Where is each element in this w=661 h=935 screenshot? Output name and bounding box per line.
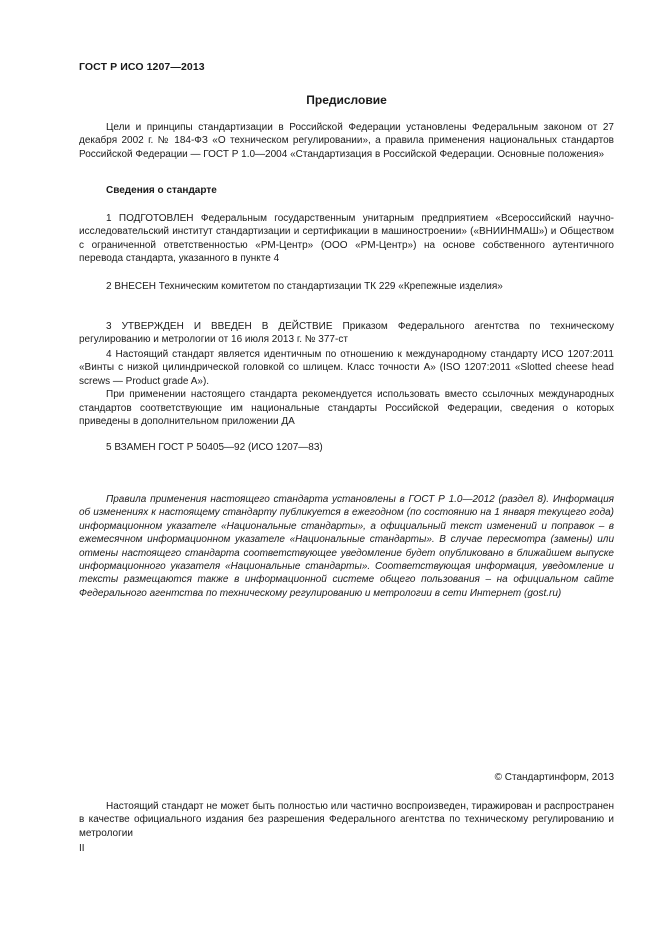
item-4-paragraph: 4 Настоящий стандарт является идентичным по отношению к международному стандарту ИСО 1207:2011 «Винты с низкой цилиндрической головкой со шлицем. Класс точности А» (ISO 1207:2011 «Slotted cheese head screws — Product grade A»). xyxy=(79,349,614,387)
item-1-paragraph: 1 ПОДГОТОВЛЕН Федеральным государственным унитарным предприятием «Всероссийский научно-исследовательский институт стандартизации и сертификации в машиностроении» («ВНИИНМАШ») и Обществом с ограниченной ответственностью «РМ-Центр» (ООО «РМ-Центр») на основе собственного аутентичного перевода стандарта, указанного в пункте 4 xyxy=(79,213,614,265)
reproduction-notice-block xyxy=(79,800,614,840)
item-2-paragraph: 2 ВНЕСЕН Техническим комитетом по стандартизации ТК 229 «Крепежные изделия» xyxy=(106,281,503,292)
notice-paragraph: Правила применения настоящего стандарта установлены в ГОСТ Р 1.0—2012 (раздел 8). Информация об изменениях к настоящему стандарту публикуется в ежегодном (по состоянию на 1 января текущего года) информационном указателе «Национальные стандарты», а официальный текст изменений и поправок – в ежемесячном информационном указателе «Национальные стандарты». В случае пересмотра (замены) или отмены настоящего стандарта соответствующее уведомление будет опубликовано в ближайшем выпуске информационного указателя «Национальные стандарты». Соответствующая информация, уведомление и тексты размещаются также в информационной системе общего пользования – на официальном сайте Федерального агентства по техническому регулированию и метрологии в сети Интернет (gost.ru) xyxy=(79,494,614,599)
item-2-block xyxy=(79,280,614,293)
item-3-block xyxy=(79,320,614,347)
item-5-block xyxy=(79,441,614,454)
item-3-paragraph: 3 УТВЕРЖДЕН И ВВЕДЕН В ДЕЙСТВИЕ Приказом Федерального агентства по техническому регулированию и метрологии от 16 июля 2013 г. № 377-ст xyxy=(79,321,614,346)
item-1-block xyxy=(79,212,614,266)
intro-paragraph: Цели и принципы стандартизации в Российской Федерации установлены Федеральным законом от 27 декабря 2002 г. № 184-ФЗ «О техническом регулировании», а правила применения национальных стандартов Российской Федерации — ГОСТ Р 1.0—2004 «Стандартизация в Российской Федерации. Основные положения» xyxy=(79,122,614,160)
subheading: Сведения о стандарте xyxy=(106,185,217,196)
item-4-note-paragraph: При применении настоящего стандарта рекомендуется использовать вместо ссылочных международных стандартов соответствующие им национальные стандарты Российской Федерации, сведения о которых приведены в дополнительном приложении ДА xyxy=(79,389,614,428)
page-number: II xyxy=(79,843,85,854)
copyright-line: © Стандартинформ, 2013 xyxy=(494,772,614,783)
document-code-header: ГОСТ Р ИСО 1207—2013 xyxy=(79,61,205,73)
item-5-paragraph: 5 ВЗАМЕН ГОСТ Р 50405—92 (ИСО 1207—83) xyxy=(106,442,323,453)
notice-block xyxy=(79,493,614,600)
page-title: Предисловие xyxy=(306,93,387,107)
intro-paragraph-block xyxy=(79,121,614,161)
reproduction-notice-paragraph: Настоящий стандарт не может быть полностью или частично воспроизведен, тиражирован и распространен в качестве официального издания без разрешения Федерального агентства по техническому регулированию и метрологии xyxy=(79,801,614,839)
item-4-block xyxy=(79,348,614,428)
